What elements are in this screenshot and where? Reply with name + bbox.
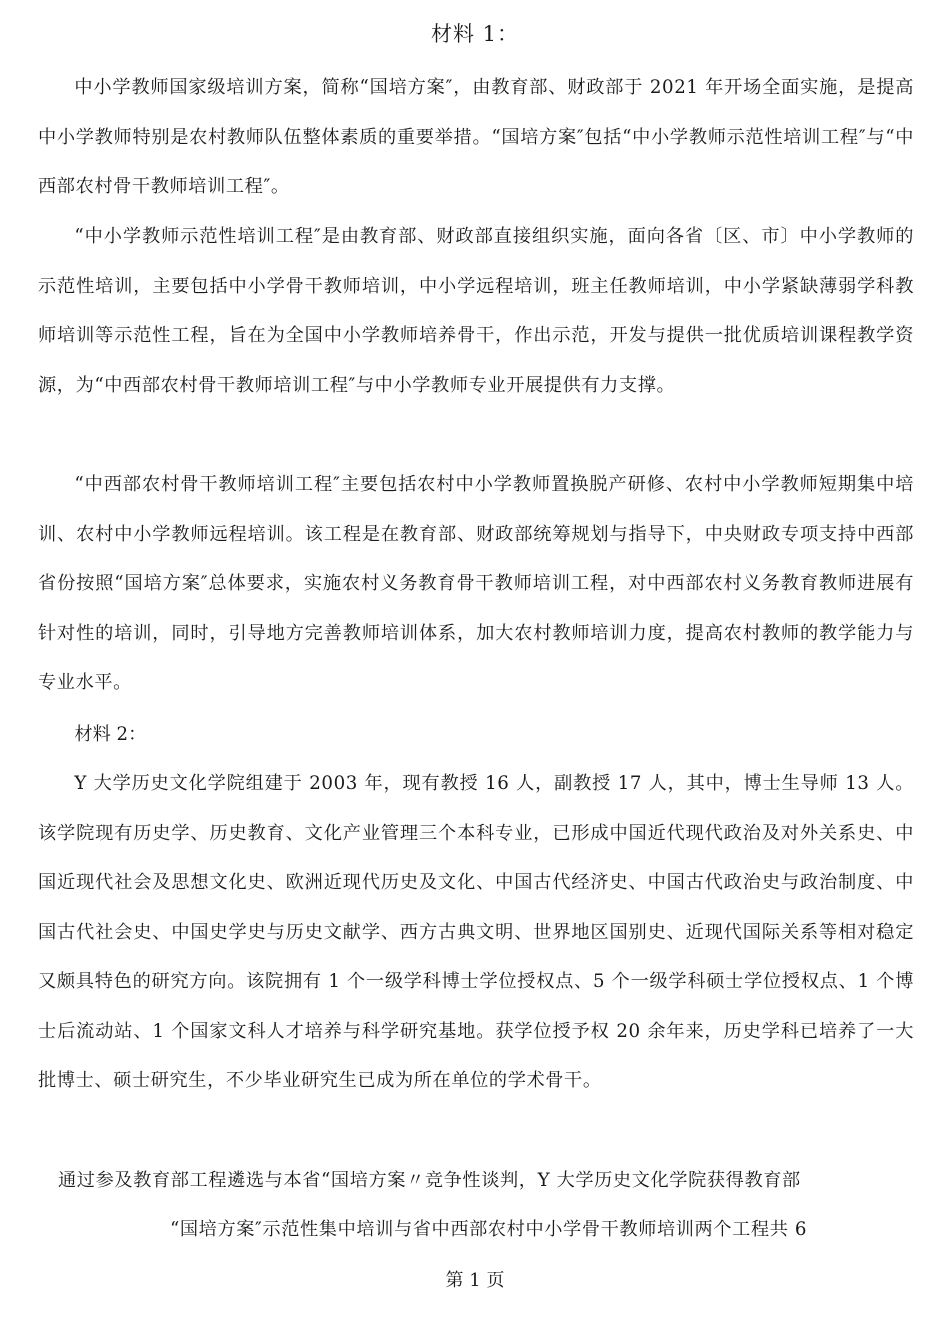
paragraph-y-university: Y 大学历史文化学院组建于 2003 年，现有教授 16 人，副教授 17 人，其中，博士生导师 13 人。该学院现有历史学、历史教育、文化产业管理三个本科专业，已形成中国近代现代政治及对外关系史、中国近现代社会及思想文化史、欧洲近现代历史及文化、中国古代经济史、中国古代政治史与政治制度、中国古代社会史、中国史学史与历史文献学、西方古典文明、世界地区国别史、近现代国际关系等相对稳定又颇具特色的研究方向。该院拥有 1 个一级学科博士学位授权点、5 个一级学科硕士学位授权点、1 个博士后流动站、1 个国家文科人才培养与科学研究基地。获学位授予权 20 余年来，历史学科已培养了一大批博士、硕士研究生，不少毕业研究生已成为所在单位的学术骨干。 bbox=[38, 773, 914, 1091]
material-1-heading: 材料 1： bbox=[430, 22, 520, 46]
paragraph-selection-line-2: “国培方案″示范性集中培训与省中西部农村中小学骨干教师培训两个工程共 6 bbox=[170, 1219, 808, 1240]
paragraph-demonstration-project: “中小学教师示范性培训工程″是由教育部、财政部直接组织实施，面向各省〔区、市〕中小学教师的示范性培训，主要包括中小学骨干教师培训，中小学远程培训，班主任教师培训，中小学紧缺薄弱学科教师培训等示范性工程，旨在为全国中小学教师培养骨干，作出示范，开发与提供一批优质培训课程教学资源，为“中西部农村骨干教师培训工程″与中小学教师专业开展提供有力支撑。 bbox=[38, 226, 914, 396]
paragraph-selection-line-1: 通过参及教育部工程遴选与本省“国培方案〃竞争性谈判，Y 大学历史文化学院获得教育部 bbox=[58, 1170, 801, 1191]
paragraph-guopei-plan: 中小学教师国家级培训方案，简称“国培方案″，由教育部、财政部于 2021 年开场全面实施，是提高中小学教师特别是农村教师队伍整体素质的重要举措。“国培方案″包括“中小学教师示范性培训工程″与“中西部农村骨干教师培训工程″。 bbox=[38, 77, 914, 197]
page-number-footer: 第 1 页 bbox=[445, 1270, 505, 1291]
paragraph-rural-backbone-project: “中西部农村骨干教师培训工程″主要包括农村中小学教师置换脱产研修、农村中小学教师短期集中培训、农村中小学教师远程培训。该工程是在教育部、财政部统筹规划与指导下，中央财政专项支持中西部省份按照“国培方案″总体要求，实施农村义务教育骨干教师培训工程，对中西部农村义务教育教师进展有针对性的培训，同时，引导地方完善教师培训体系，加大农村教师培训力度，提高农村教师的教学能力与专业水平。 bbox=[38, 474, 914, 693]
material-2-label: 材料 2： bbox=[74, 724, 147, 745]
